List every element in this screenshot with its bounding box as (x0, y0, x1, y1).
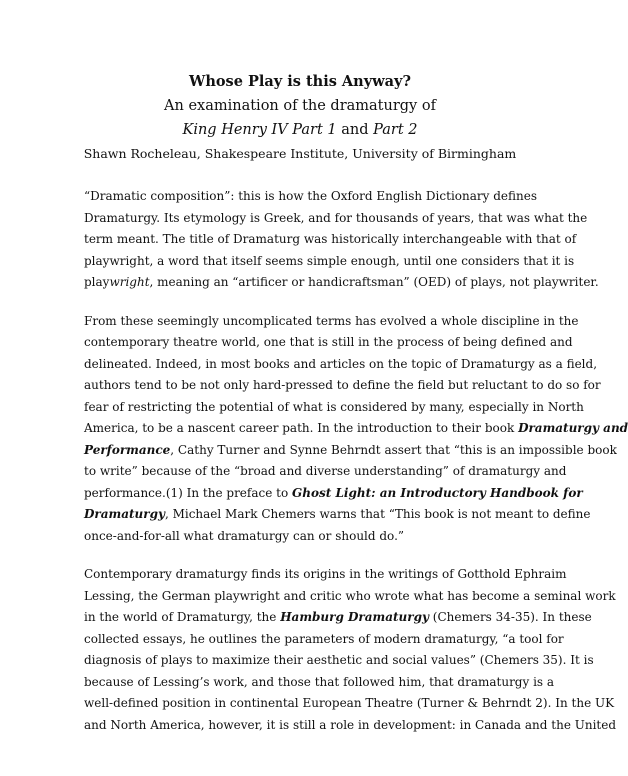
text-line: contemporary theatre world, one that is still in the process of being defined and (84, 335, 573, 349)
text-line: authors tend to be not only hard-pressed to define the field but reluctant to do so for (84, 378, 601, 392)
text-line: “Dramatic composition”: this is how the Oxford English Dictionary defines (84, 189, 537, 203)
text-line: collected essays, he outlines the parameters of modern dramaturgy, “a tool for (84, 631, 564, 646)
text-line: performance.(1) In the preface to Ghost Light: an Introductory Handbook for (84, 485, 583, 500)
text-line: because of Lessing’s work, and those that followed him, that dramaturgy is a (84, 674, 555, 689)
play-title-2: Part 2 (373, 122, 418, 138)
text-line: in the world of Dramaturgy, the Hamburg Dramaturgy (Chemers 34-35). In these (84, 610, 592, 624)
author-line: Shawn Rocheleau, Shakespeare Institute, University of Birmingham (83, 146, 517, 161)
text-line: to write” because of the “broad and diverse understanding” of dramaturgy and (84, 464, 567, 478)
book-title: Dramaturgy (84, 507, 165, 521)
text-line: diagnosis of plays to maximize their aesthetic and social values” (Chemers 35). It is (84, 653, 594, 667)
text-line: well-defined position in continental European Theatre (Turner & Behrndt 2). In the UK (84, 696, 615, 710)
book-title: Performance (84, 442, 171, 457)
book-title: Dramaturgy and (518, 421, 628, 435)
text-line: America, to be a nascent career path. In the introduction to their book Dramaturgy and (84, 421, 628, 435)
play-title-1: King Henry IV Part 1 (182, 122, 337, 138)
paragraph-1 (84, 186, 599, 294)
paragraph-2 (84, 311, 628, 548)
paragraph-3 (84, 564, 617, 736)
text-line: playwright, meaning an “artificer or handicraftsman” (OED) of plays, not playwriter. (84, 275, 599, 289)
text-line: term meant. The title of Dramaturg was historically interchangeable with that of (84, 232, 577, 246)
text-line: From these seemingly uncomplicated terms has evolved a whole discipline in the (84, 313, 579, 328)
text-line: Lessing, the German playwright and critic who wrote what has become a seminal work (84, 588, 616, 603)
text-line: fear of restricting the potential of what is considered by many, especially in North (84, 399, 584, 414)
document-title: Whose Play is this Anyway? (189, 73, 411, 90)
document-header (0, 70, 600, 166)
plays-conjunction: and (336, 122, 374, 138)
italic-emphasis: wright (109, 275, 150, 289)
plays-line (0, 118, 600, 142)
text-line: playwright, a word that itself seems simple enough, until one considers that it is (84, 253, 575, 268)
document-subtitle: An examination of the dramaturgy of (164, 98, 436, 114)
book-title: Ghost Light: an Introductory Handbook for (292, 485, 583, 500)
text-line: once-and-for-all what dramaturgy can or should do.” (84, 528, 405, 543)
text-line: Contemporary dramaturgy finds its origins in the writings of Gotthold Ephraim (84, 567, 567, 581)
text-line: Dramaturgy, Michael Mark Chemers warns that “This book is not meant to define (84, 507, 591, 521)
document-body (84, 186, 628, 753)
text-line: Dramaturgy. Its etymology is Greek, and for thousands of years, that was what the (84, 210, 588, 225)
text-line: Performance, Cathy Turner and Synne Behrndt assert that “this is an impossible book (84, 442, 617, 457)
text-line: and North America, however, it is still a role in development: in Canada and the United (84, 717, 617, 732)
text-line: delineated. Indeed, in most books and articles on the topic of Dramaturgy as a field, (84, 356, 598, 371)
book-title: Hamburg Dramaturgy (280, 610, 429, 624)
